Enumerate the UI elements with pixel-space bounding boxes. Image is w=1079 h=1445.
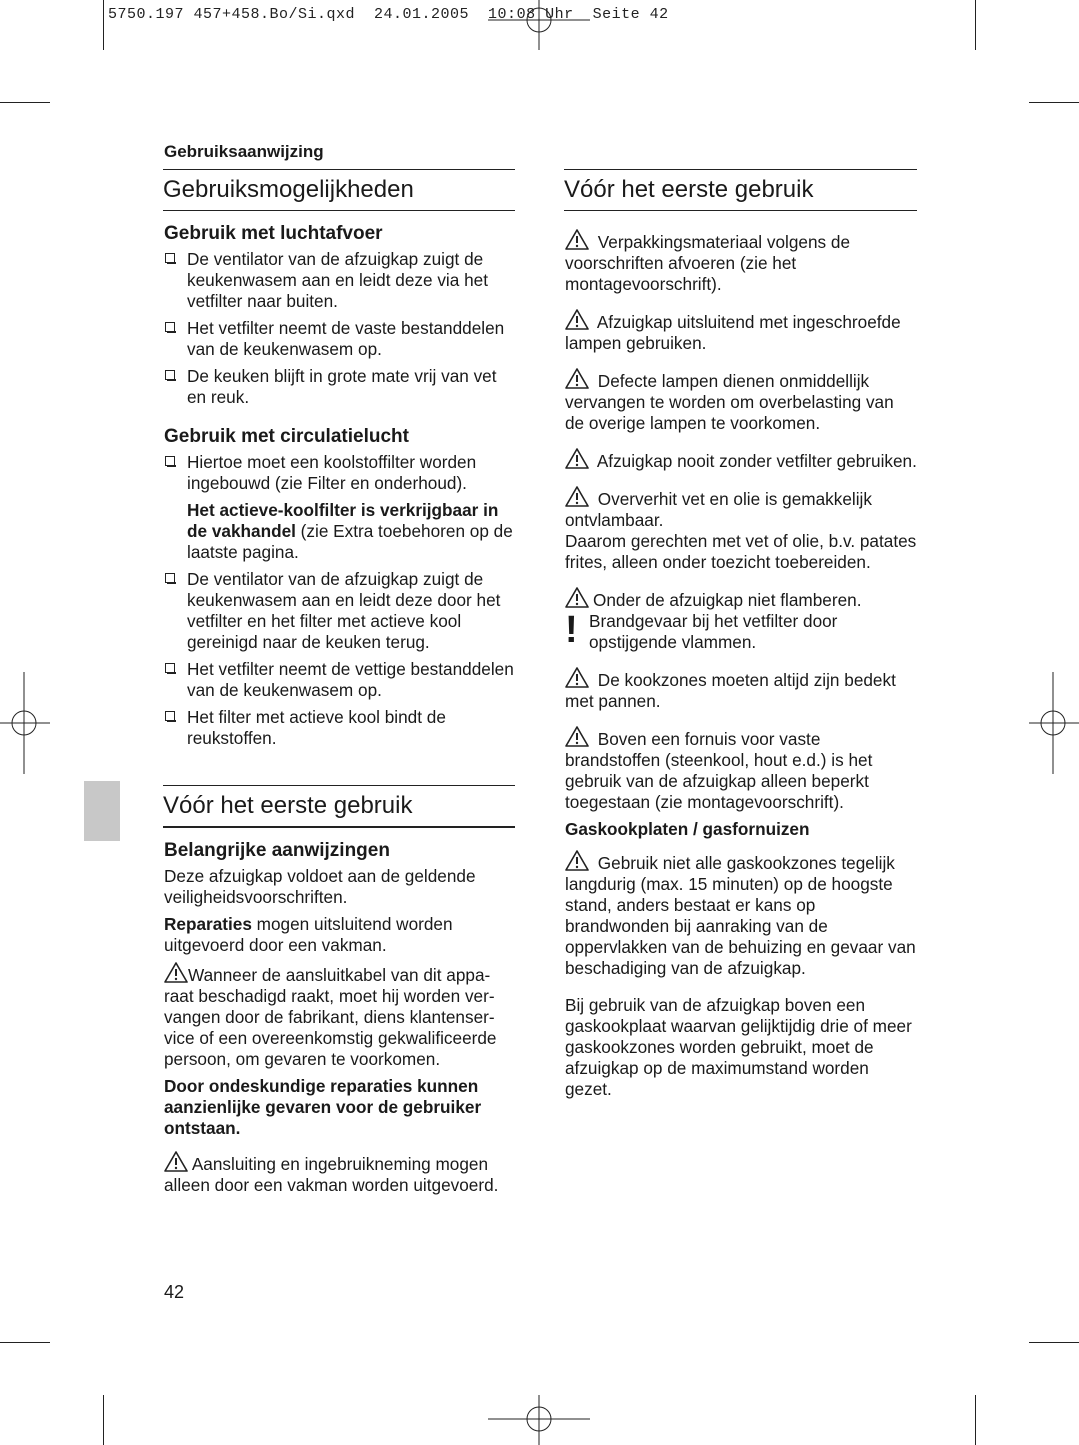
registration-mark-left [0, 672, 50, 774]
circulatielucht-list-b [163, 569, 515, 749]
paragraph-warning-bold: Door ondeskundige reparaties kunnen aanzienlijke gevaren voor de gebruiker ontstaan. [164, 1076, 482, 1138]
warning-item: Oververhit vet en olie is gemakkelijk ontvlambaar. Daarom gerechten met vet of olie, b.v. patates frites, alleen onder toezicht toebereiden. [565, 486, 917, 573]
registration-mark-right [1029, 672, 1079, 774]
koolfilter-note: Het actieve-koolfilter is verkrijgbaar in de vakhandel (zie Extra toebehoren op de laatste pagina. [187, 500, 513, 562]
section-title-voor-eerste-gebruik-right: Vóór het eerste gebruik [564, 169, 917, 211]
crop-mark [975, 0, 976, 50]
checkbox-bullet-icon [165, 253, 175, 263]
list-item: Het vetfilter neemt de vettige bestanddelen van de keukenwasem op. [163, 659, 515, 701]
crop-mark [0, 1342, 50, 1343]
warning-triangle-icon [565, 726, 589, 747]
subheading-circulatielucht: Gebruik met circulatielucht [164, 426, 409, 447]
circulatielucht-list-a [163, 452, 515, 494]
checkbox-bullet-icon [165, 711, 175, 721]
paragraph-aansluitkabel: Wanneer de aansluitkabel van dit appa-raat beschadigd raakt, moet hij worden ver-vangen door de fabrikant, diens klantenser-vice of een overeenkomstig gekwalificeerde persoon, om gevaren te voorkomen. [164, 962, 515, 1070]
subheading-belangrijke-aanwijzingen: Belangrijke aanwijzingen [164, 840, 390, 861]
list-item: De keuken blijft in grote mate vrij van vet en reuk. [163, 366, 515, 408]
checkbox-bullet-icon [165, 456, 175, 466]
list-item: De ventilator van de afzuigkap zuigt de keukenwasem aan en leidt deze via het vetfilter naar buiten. [163, 249, 515, 312]
checkbox-bullet-icon [165, 322, 175, 332]
crop-mark [1029, 1342, 1079, 1343]
paragraph-maximumstand: Bij gebruik van de afzuigkap boven een gaskookplaat waarvan gelijktijdig drie of meer gaskookzones worden gebruikt, moet de afzuigkap op de maximumstand worden gezet. [565, 995, 912, 1099]
crop-mark [0, 102, 50, 103]
warning-item: Afzuigkap uitsluitend met ingeschroefde lampen gebruiken. [565, 309, 917, 354]
warning-item: Boven een fornuis voor vaste brandstoffen (steenkool, hout e.d.) is het gebruik van de afzuigkap alleen beperkt toegestaan (zie montagevoorschrift). [565, 726, 917, 813]
warning-triangle-icon [565, 587, 589, 608]
paragraph: Deze afzuigkap voldoet aan de geldende veiligheidsvoorschriften. [164, 866, 476, 907]
subheading-luchtafvoer: Gebruik met luchtafvoer [164, 223, 383, 244]
warning-triangle-icon [565, 229, 589, 250]
section-title-gebruiksmogelijkheden: Gebruiksmogelijkheden [163, 169, 515, 211]
subheading-gas: Gaskookplaten / gasfornuizen [565, 819, 810, 839]
section-title-voor-eerste-gebruik-left: Vóór het eerste gebruik [163, 785, 515, 828]
warning-triangle-icon [565, 850, 589, 871]
warning-item: Afzuigkap nooit zonder vetfilter gebruiken. [565, 448, 917, 472]
exclamation-icon: ! [565, 609, 578, 651]
warning-item: De kookzones moeten altijd zijn bedekt met pannen. [565, 667, 917, 712]
checkbox-bullet-icon [165, 663, 175, 673]
right-column [564, 169, 917, 1106]
print-slug: 5750.197 457+458.Bo/Si.qxd 24.01.2005 10:08 Uhr Seite 42 [108, 6, 669, 23]
warning-triangle-icon [565, 448, 589, 469]
fire-hazard-note: ! Brandgevaar bij het vetfilter door opstijgende vlammen. [565, 609, 838, 652]
warning-triangle-icon [565, 309, 589, 330]
checkbox-bullet-icon [165, 370, 175, 380]
luchtafvoer-list [163, 249, 515, 408]
crop-mark [103, 1395, 104, 1445]
checkbox-bullet-icon [165, 573, 175, 583]
list-item: Het vetfilter neemt de vaste bestanddelen van de keukenwasem op. [163, 318, 515, 360]
thumb-tab [84, 781, 120, 841]
paragraph: Reparaties mogen uitsluitend worden uitgevoerd door een vakman. [164, 914, 453, 955]
running-head: Gebruiksaanwijzing [164, 142, 324, 161]
crop-mark [975, 1395, 976, 1445]
paragraph-vakman: Aansluiting en ingebruikneming mogen alleen door een vakman worden uitgevoerd. [164, 1151, 515, 1196]
list-item: De ventilator van de afzuigkap zuigt de keukenwasem aan en leidt deze door het vetfilter en het filter met actieve kool gereinigd naar de keuken terug. [163, 569, 515, 653]
left-column [163, 169, 515, 1202]
warning-triangle-icon [565, 486, 589, 507]
list-item: Hiertoe moet een koolstoffilter worden ingebouwd (zie Filter en onderhoud). [163, 452, 515, 494]
warning-item: Verpakkingsmateriaal volgens de voorschriften afvoeren (zie het montagevoorschrift). [565, 229, 917, 295]
warning-item-flamberen: Onder de afzuigkap niet flamberen. ! Brandgevaar bij het vetfilter door opstijgende vlammen. [565, 587, 917, 653]
warning-item: Defecte lampen dienen onmiddellijk vervangen te worden om overbelasting van de overige lampen te voorkomen. [565, 368, 917, 434]
warning-triangle-icon [164, 962, 188, 983]
warning-triangle-icon [565, 667, 589, 688]
registration-mark-top [488, 0, 590, 50]
warning-item-gas: Gebruik niet alle gaskookzones tegelijk langdurig (max. 15 minuten) op de hoogste stand, anders bestaat er kans op brandwonden bij aanraking van de oppervlakken van de behuizing en gevaar van beschadiging van de afzuigkap. [565, 850, 917, 979]
crop-mark [1029, 102, 1079, 103]
registration-mark-bottom [488, 1395, 590, 1445]
crop-mark [103, 0, 104, 50]
warning-triangle-icon [565, 368, 589, 389]
warning-triangle-icon [164, 1151, 188, 1172]
page-number: 42 [164, 1282, 185, 1302]
list-item: Het filter met actieve kool bindt de reukstoffen. [163, 707, 515, 749]
